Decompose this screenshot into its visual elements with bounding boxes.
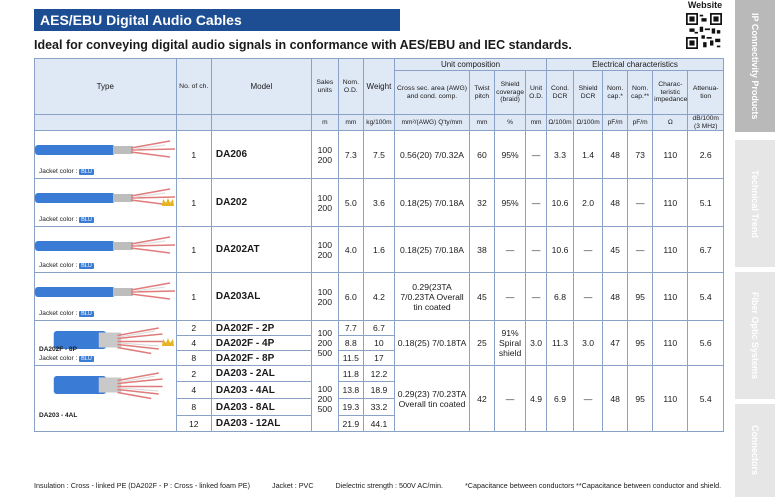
weight: 4.2 <box>363 273 394 321</box>
side-tab-label: Technical Trend <box>750 169 760 238</box>
twist-pitch: 60 <box>469 131 494 179</box>
nom-cap-2: 95 <box>628 366 653 432</box>
model-name: DA203 - 8AL <box>211 399 311 416</box>
impedance: 110 <box>653 179 688 227</box>
cond-dcr: 10.6 <box>546 179 573 227</box>
jacket-note: Jacket : PVC <box>271 481 314 490</box>
cond-dcr: 6.9 <box>546 366 573 432</box>
nom-od: 11.5 <box>338 351 363 366</box>
unit-header-cell: Ω <box>653 115 688 131</box>
cross-section: 0.29(23) 7/0.23TA Overall tin coated <box>395 366 470 432</box>
unit-header-cell <box>176 115 211 131</box>
crown-icon <box>162 338 174 347</box>
twist-pitch: 42 <box>469 366 494 432</box>
nom-cap-1: 45 <box>603 227 628 273</box>
shield-dcr: 3.0 <box>574 321 603 366</box>
jacket-color-label: Jacket color : BLU <box>39 262 92 270</box>
sales-units: 100 200 500 <box>311 366 338 432</box>
unit-header-cell <box>211 115 311 131</box>
cross-section: 0.29(23TA 7/0.23TA Overall tin coated <box>395 273 470 321</box>
weight: 33.2 <box>363 399 394 416</box>
col-cross: Cross sec. area (AWG) and cond. comp. <box>395 71 470 115</box>
table-row <box>35 366 724 382</box>
model-name: DA202F - 2P <box>211 321 311 336</box>
col-cap2: Nom. cap.** <box>628 71 653 115</box>
col-unit-comp: Unit composition <box>395 59 547 71</box>
nom-cap-1: 48 <box>603 131 628 179</box>
table-row <box>35 227 724 273</box>
spec-table <box>34 58 724 432</box>
sales-units: 100 200 <box>311 179 338 227</box>
shield-coverage: 95% <box>494 179 525 227</box>
model-name: DA202 <box>211 179 311 227</box>
impedance: 110 <box>653 273 688 321</box>
cable-type-cell <box>35 179 177 227</box>
unit-header-cell: Ω/100m <box>546 115 573 131</box>
impedance: 110 <box>653 227 688 273</box>
nom-cap-1: 48 <box>603 273 628 321</box>
cond-dcr: 10.6 <box>546 227 573 273</box>
channel-count: 8 <box>176 399 211 416</box>
side-tab-label: IP Connectivity Products <box>750 12 760 120</box>
nom-od: 13.8 <box>338 382 363 399</box>
attenuation: 6.7 <box>688 227 724 273</box>
attenuation: 2.6 <box>688 131 724 179</box>
channel-count: 1 <box>176 273 211 321</box>
shield-coverage: 95% <box>494 131 525 179</box>
cond-dcr: 11.3 <box>546 321 573 366</box>
cross-section: 0.18(25) 7/0.18A <box>395 179 470 227</box>
twist-pitch: 45 <box>469 273 494 321</box>
nom-cap-2: 73 <box>628 131 653 179</box>
jacket-color-badge: BLU <box>81 311 92 318</box>
website-label: Website <box>687 0 723 10</box>
nom-cap-1: 47 <box>603 321 628 366</box>
cross-section: 0.18(25) 7/0.18A <box>395 227 470 273</box>
jacket-color-label: Jacket color : BLU <box>39 168 92 176</box>
cross-section: 0.18(25) 7/0.18TA <box>395 321 470 366</box>
page-subtitle: Ideal for conveying digital audio signals in conformance with AES/EBU and IEC standards. <box>34 38 572 52</box>
nom-od: 5.0 <box>338 179 363 227</box>
unit-header-cell: pF/m <box>628 115 653 131</box>
jacket-color-badge: BLU <box>81 217 92 224</box>
nom-cap-1: 48 <box>603 179 628 227</box>
col-twist: Twist pitch <box>469 71 494 115</box>
channel-count: 2 <box>176 321 211 336</box>
qr-code-icon[interactable] <box>686 13 722 49</box>
weight: 6.7 <box>363 321 394 336</box>
side-tab[interactable] <box>735 272 775 402</box>
cable-type-cell <box>35 273 177 321</box>
nom-od: 21.9 <box>338 416 363 432</box>
nom-cap-2: — <box>628 179 653 227</box>
impedance: 110 <box>653 321 688 366</box>
side-tab-label: Fiber Optic Systems <box>750 291 760 380</box>
col-shield: Shield coverage (braid) <box>494 71 525 115</box>
model-name: DA203AL <box>211 273 311 321</box>
unit-header-cell: % <box>494 115 525 131</box>
nom-od: 6.0 <box>338 273 363 321</box>
nom-od: 11.8 <box>338 366 363 382</box>
cable-name-label: DA202F - 8P <box>39 346 77 354</box>
weight: 1.6 <box>363 227 394 273</box>
side-tab[interactable] <box>735 404 775 500</box>
unit-od: — <box>526 179 547 227</box>
cable-type-cell <box>35 227 177 273</box>
shield-dcr: 2.0 <box>574 179 603 227</box>
jacket-color-badge: BLU <box>81 356 92 363</box>
impedance: 110 <box>653 366 688 432</box>
unit-header-cell: kg/100m <box>363 115 394 131</box>
attenuation: 5.6 <box>688 321 724 366</box>
attenuation: 5.4 <box>688 366 724 432</box>
shield-dcr: 1.4 <box>574 131 603 179</box>
channel-count: 2 <box>176 366 211 382</box>
col-unit-od: Unit O.D. <box>526 71 547 115</box>
col-electrical: Electrical characteristics <box>546 59 723 71</box>
twist-pitch: 32 <box>469 179 494 227</box>
capacitance-note: *Capacitance between conductors **Capacitance between conductor and shield. <box>464 481 722 490</box>
sales-units: 100 200 <box>311 227 338 273</box>
channel-count: 1 <box>176 179 211 227</box>
twist-pitch: 38 <box>469 227 494 273</box>
col-od: Nom. O.D. <box>338 59 363 115</box>
nom-od: 8.8 <box>338 336 363 351</box>
nom-od: 7.7 <box>338 321 363 336</box>
shield-dcr: — <box>574 227 603 273</box>
unit-header-cell: pF/m <box>603 115 628 131</box>
footer-notes <box>34 481 741 490</box>
model-name: DA206 <box>211 131 311 179</box>
jacket-color-badge: BLU <box>81 263 92 270</box>
side-tab-label: Connectors <box>750 425 760 476</box>
cable-image <box>35 370 185 400</box>
channel-count: 1 <box>176 227 211 273</box>
attenuation: 5.1 <box>688 179 724 227</box>
weight: 10 <box>363 336 394 351</box>
cable-image <box>35 135 185 165</box>
unit-header-cell: Ω/100m <box>574 115 603 131</box>
unit-header-cell: m <box>311 115 338 131</box>
crown-icon <box>162 198 174 207</box>
col-sales: Sales units <box>311 59 338 115</box>
nom-od: 7.3 <box>338 131 363 179</box>
channel-count: 12 <box>176 416 211 432</box>
model-name: DA203 - 4AL <box>211 382 311 399</box>
model-name: DA203 - 12AL <box>211 416 311 432</box>
table-row <box>35 179 724 227</box>
table-row <box>35 273 724 321</box>
side-tab[interactable] <box>735 140 775 270</box>
cable-image <box>35 277 185 307</box>
col-shield-dcr: Shield DCR <box>574 71 603 115</box>
channel-count: 4 <box>176 336 211 351</box>
cable-image <box>35 231 185 261</box>
unit-od: — <box>526 227 547 273</box>
jacket-color-label: Jacket color : BLU <box>39 216 92 224</box>
weight: 7.5 <box>363 131 394 179</box>
col-weight: Weight <box>363 59 394 115</box>
col-model: Model <box>211 59 311 115</box>
unit-od: 3.0 <box>526 321 547 366</box>
shield-coverage: — <box>494 227 525 273</box>
shield-coverage: 91% Spiral shield <box>494 321 525 366</box>
twist-pitch: 25 <box>469 321 494 366</box>
jacket-color-label: Jacket color : BLU <box>39 310 92 318</box>
unit-header-cell: mm <box>338 115 363 131</box>
nom-od: 19.3 <box>338 399 363 416</box>
unit-od: — <box>526 131 547 179</box>
model-name: DA202F - 4P <box>211 336 311 351</box>
col-ch: No. of ch. <box>176 59 211 115</box>
weight: 44.1 <box>363 416 394 432</box>
channel-count: 1 <box>176 131 211 179</box>
weight: 18.9 <box>363 382 394 399</box>
shield-coverage: — <box>494 366 525 432</box>
attenuation: 5.4 <box>688 273 724 321</box>
table-row <box>35 131 724 179</box>
cross-section: 0.56(20) 7/0.32A <box>395 131 470 179</box>
cable-type-cell <box>35 321 177 366</box>
channel-count: 8 <box>176 351 211 366</box>
unit-header-cell <box>35 115 177 131</box>
insulation-note: Insulation : Cross - linked PE (DA202F - P : Cross - linked foam PE) <box>34 481 250 490</box>
weight: 12.2 <box>363 366 394 382</box>
nom-cap-1: 48 <box>603 366 628 432</box>
shield-dcr: — <box>574 273 603 321</box>
impedance: 110 <box>653 131 688 179</box>
side-tab[interactable] <box>735 0 775 135</box>
cond-dcr: 6.8 <box>546 273 573 321</box>
cable-type-cell <box>35 366 177 432</box>
shield-coverage: — <box>494 273 525 321</box>
model-name: DA202AT <box>211 227 311 273</box>
unit-od: 4.9 <box>526 366 547 432</box>
col-cond-dcr: Cond. DCR <box>546 71 573 115</box>
col-imp: Charac- teristic impedance <box>653 71 688 115</box>
unit-od: — <box>526 273 547 321</box>
unit-header-cell: mm <box>526 115 547 131</box>
channel-count: 4 <box>176 382 211 399</box>
sales-units: 100 200 <box>311 273 338 321</box>
jacket-color-badge: BLU <box>81 169 92 176</box>
cable-name-label: DA203 - 4AL <box>39 412 78 420</box>
section-title: AES/EBU Digital Audio Cables <box>34 9 400 31</box>
col-atten: Attenua- tion <box>688 71 724 115</box>
unit-header-cell: mm <box>469 115 494 131</box>
weight: 17 <box>363 351 394 366</box>
col-cap1: Nom. cap.* <box>603 71 628 115</box>
cond-dcr: 3.3 <box>546 131 573 179</box>
model-name: DA203 - 2AL <box>211 366 311 382</box>
model-name: DA202F - 8P <box>211 351 311 366</box>
table-row <box>35 321 724 336</box>
jacket-color-label: Jacket color : BLU <box>39 355 92 363</box>
nom-cap-2: 95 <box>628 273 653 321</box>
sales-units: 100 200 500 <box>311 321 338 366</box>
unit-header-cell: dB/100m (3 MHz) <box>688 115 724 131</box>
col-type: Type <box>35 59 177 115</box>
sales-units: 100 200 <box>311 131 338 179</box>
weight: 3.6 <box>363 179 394 227</box>
shield-dcr: — <box>574 366 603 432</box>
nom-cap-2: 95 <box>628 321 653 366</box>
cable-type-cell <box>35 131 177 179</box>
dielectric-note: Dielectric strength : 500V AC/min. <box>335 481 443 490</box>
nom-cap-2: — <box>628 227 653 273</box>
nom-od: 4.0 <box>338 227 363 273</box>
unit-header-cell: mm²/(AWG) Q'ty/mm <box>395 115 470 131</box>
